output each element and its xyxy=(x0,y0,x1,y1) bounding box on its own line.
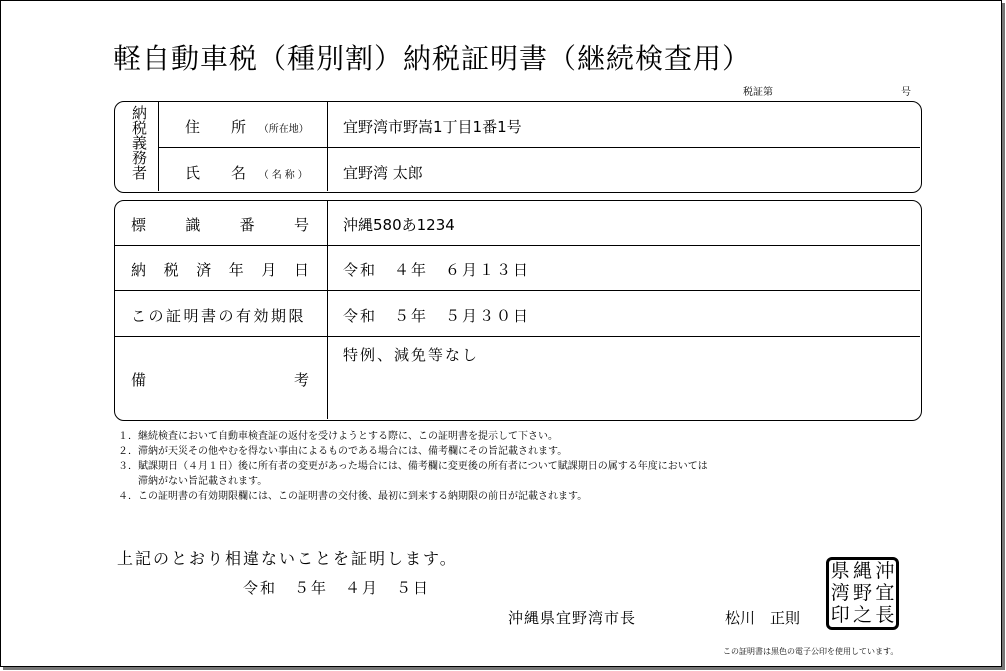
validity-value: 令和 ５年 ５月３０日 xyxy=(343,307,531,325)
certification-statement: 上記のとおり相違ないことを証明します。 xyxy=(117,549,458,568)
seal-char: 野 xyxy=(853,581,873,604)
official-seal xyxy=(826,557,899,630)
name-value: 宜野湾 太郎 xyxy=(343,164,423,182)
address-label: 住 所 xyxy=(185,118,255,136)
name-label: 氏 名 xyxy=(185,164,255,182)
note-item: １．継続検査において自動車検査証の返付を受けようとする際に、この証明書を提示して下さい。 xyxy=(118,431,558,442)
plate-value: 沖縄580あ1234 xyxy=(343,216,455,234)
validity-label: この証明書の有効期限 xyxy=(131,307,307,325)
issue-date: 令和 ５年 ４月 ５日 xyxy=(243,579,431,597)
seal-char: 沖 xyxy=(875,559,895,582)
paid-date-label: 納 税 済 年 月 日 xyxy=(131,261,309,279)
seal-char: 印 xyxy=(830,604,850,627)
address-label-group xyxy=(185,116,309,137)
seal-column xyxy=(875,560,894,627)
seal-char: 湾 xyxy=(830,581,850,604)
seal-column xyxy=(831,560,850,627)
taxpayer-section-label: 納税義務者 xyxy=(130,105,148,180)
remarks-label: 備 考 xyxy=(131,371,309,389)
document-title: 軽自動車税（種別割）納税証明書（継続検査用） xyxy=(113,42,752,75)
mayor-name: 松川 正則 xyxy=(725,609,801,627)
taxpayer-box xyxy=(114,101,922,193)
seal-char: 長 xyxy=(875,604,895,627)
plate-label: 標 識 番 号 xyxy=(131,216,309,234)
seal-char: 宜 xyxy=(875,581,895,604)
note-item: ２．滞納が天災その他やむを得ない事由によるものである場合には、備考欄にその旨記載されます。 xyxy=(118,446,568,457)
remarks-value: 特例、減免等なし xyxy=(343,346,480,364)
note-item: 滞納がない旨記載されます。 xyxy=(118,476,268,487)
paid-date-value: 令和 ４年 ６月１３日 xyxy=(343,261,531,279)
note-item: ３．賦課期日（４月１日）後に所有者の変更があった場合には、備考欄に変更後の所有者について賦課期日の属する年度においては xyxy=(118,461,708,472)
seal-char: 県 xyxy=(830,559,850,582)
cert-number-prefix: 税証第 xyxy=(743,87,773,98)
name-sub-label: （名称） xyxy=(258,170,311,181)
seal-char: 縄 xyxy=(853,559,873,582)
seal-note: この証明書は黒色の電子公印を使用しています。 xyxy=(723,647,899,656)
note-item: ４．この証明書の有効期限欄には、この証明書の交付後、最初に到来する納期限の前日が記載されます。 xyxy=(118,491,588,502)
cert-number-suffix: 号 xyxy=(901,87,911,98)
address-value: 宜野湾市野嵩1丁目1番1号 xyxy=(343,118,522,136)
mayor-title: 沖縄県宜野湾市長 xyxy=(508,609,637,627)
seal-column xyxy=(853,560,872,627)
address-sub-label: （所在地） xyxy=(258,124,309,135)
name-label-group xyxy=(185,162,311,183)
notes-list xyxy=(118,429,708,504)
details-box xyxy=(114,200,922,421)
seal-char: 之 xyxy=(853,604,873,627)
